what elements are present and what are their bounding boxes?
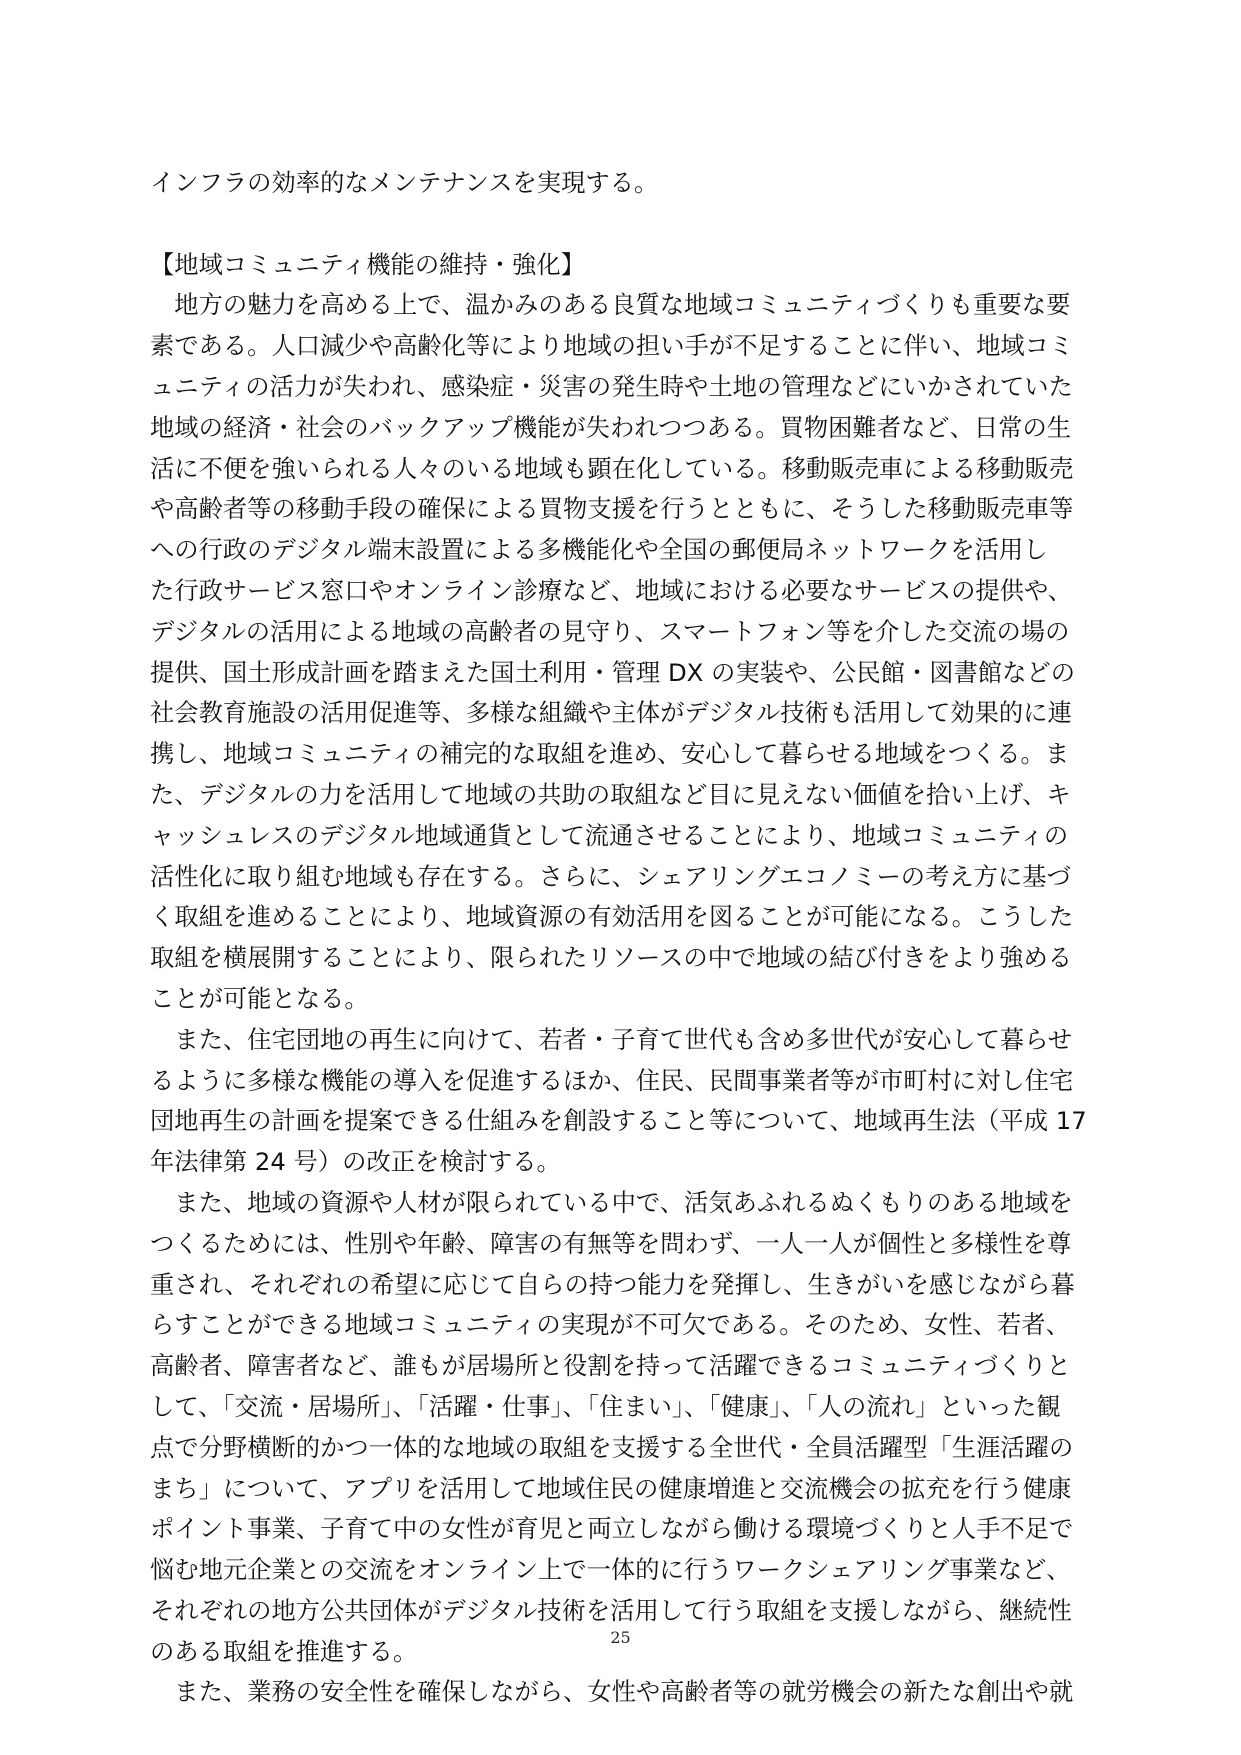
paragraph-line: く取組を進めることにより、地域資源の有効活用を図ることが可能になる。こうした <box>150 902 1074 932</box>
page-number: 25 <box>610 1628 631 1647</box>
paragraph-line: 点で分野横断的かつ一体的な地域の取組を支援する全世代・全員活躍型「生涯活躍の <box>150 1432 1074 1462</box>
paragraph-line: まち」について、アプリを活用して地域住民の健康増進と交流機会の拡充を行う健康 <box>150 1473 1072 1503</box>
paragraph-line: つくるためには、性別や年齢、障害の有無等を問わず、一人一人が個性と多様性を尊 <box>150 1228 1072 1258</box>
intro-line: インフラの効率的なメンテナンスを実現する。 <box>150 168 659 197</box>
paragraph-line: 活に不便を強いられる人々のいる地域も顕在化している。移動販売車による移動販売 <box>150 453 1074 483</box>
paragraph-line: 地域の経済・社会のバックアップ機能が失われつつある。買物困難者など、日常の生 <box>150 412 1072 442</box>
paragraph-line: ュニティの活力が失われ、感染症・災害の発生時や土地の管理などにいかされていた <box>150 371 1073 401</box>
paragraph-line: た行政サービス窓口やオンライン診療など、地域における必要なサービスの提供や、 <box>150 575 1073 605</box>
paragraph-line: 悩む地元企業との交流をオンライン上で一体的に行うワークシェアリング事業など、 <box>150 1555 1071 1585</box>
paragraph-line: 携し、地域コミュニティの補完的な取組を進め、安心して暮らせる地域をつくる。ま <box>150 739 1070 769</box>
paragraph-line: 地方の魅力を高める上で、温かみのある良質な地域コミュニティづくりも重要な要 <box>150 290 1071 320</box>
paragraph-line: デジタルの活用による地域の高齢者の見守り、スマートフォン等を介した交流の場の <box>150 616 1070 646</box>
paragraph <box>150 1183 1090 1673</box>
paragraph-line: 提供、国土形成計画を踏まえた国土利用・管理 DX の実装や、公民館・図書館などの <box>150 657 1075 687</box>
paragraph-line: 団地再生の計画を提案できる仕組みを創設すること等について、地域再生法（平成 17 <box>150 1106 1087 1136</box>
paragraph-line: ャッシュレスのデジタル地域通貨として流通させることにより、地域コミュニティの <box>150 820 1069 850</box>
paragraph-line: 高齢者、障害者など、誰もが居場所と役割を持って活躍できるコミュニティづくりと <box>150 1351 1071 1381</box>
paragraph-line: それぞれの地方公共団体がデジタル技術を活用して行う取組を支援しながら、継続性 <box>150 1595 1072 1625</box>
body-paragraphs <box>150 285 1090 1713</box>
blank-spacer <box>150 204 1090 245</box>
paragraph-line: た、デジタルの力を活用して地域の共助の取組など目に見えない価値を拾い上げ、キ <box>150 779 1071 809</box>
paragraph-line: への行政のデジタル端末設置による多機能化や全国の郵便局ネットワークを活用し <box>150 535 1048 565</box>
paragraph <box>150 1672 1090 1713</box>
section-heading: 【地域コミュニティ機能の維持・強化】 <box>150 249 585 279</box>
paragraph-line: 取組を横展開することにより、限られたリソースの中で地域の結び付きをより強める <box>150 943 1073 973</box>
paragraph-line: 素である。人口減少や高齢化等により地域の担い手が不足することに伴い、地域コミ <box>150 331 1074 361</box>
paragraph-line: また、地域の資源や人材が限られている中で、活気あふれるぬくもりのある地域を <box>150 1187 1073 1217</box>
paragraph-line: らすことができる地域コミュニティの実現が不可欠である。そのため、女性、若者、 <box>150 1310 1070 1340</box>
paragraph-line: また、住宅団地の再生に向けて、若者・子育て世代も含め多世代が安心して暮らせ <box>150 1024 1073 1054</box>
paragraph-line: のある取組を推進する。 <box>150 1636 418 1666</box>
paragraph-line: 重され、それぞれの希望に応じて自らの持つ能力を発揮し、生きがいを感じながら暮 <box>150 1269 1075 1299</box>
paragraph-line: また、業務の安全性を確保しながら、女性や高齢者等の就労機会の新たな創出や就 <box>150 1677 1074 1707</box>
page-content <box>150 163 1090 1713</box>
paragraph-line: ポイント事業、子育て中の女性が育児と両立しながら働ける環境づくりと人手不足で <box>150 1514 1074 1544</box>
paragraph-line: 社会教育施設の活用促進等、多様な組織や主体がデジタル技術も活用して効果的に連 <box>150 698 1072 728</box>
paragraph-line: して、「交流・居場所」、「活躍・仕事」、「住まい」、「健康」、「人の流れ」といった観 <box>150 1391 1061 1421</box>
paragraph-line: ことが可能となる。 <box>150 983 369 1013</box>
paragraph-line: るように多様な機能の導入を促進するほか、住民、民間事業者等が市町村に対し住宅 <box>150 1065 1074 1095</box>
paragraph <box>150 285 1090 1019</box>
paragraph <box>150 1020 1090 1183</box>
paragraph-line: 活性化に取り組む地域も存在する。さらに、シェアリングエコノミーの考え方に基づ <box>150 861 1071 891</box>
paragraph-line: 年法律第 24 号）の改正を検討する。 <box>150 1147 561 1177</box>
paragraph-line: や高齢者等の移動手段の確保による買物支援を行うとともに、そうした移動販売車等 <box>150 494 1074 524</box>
